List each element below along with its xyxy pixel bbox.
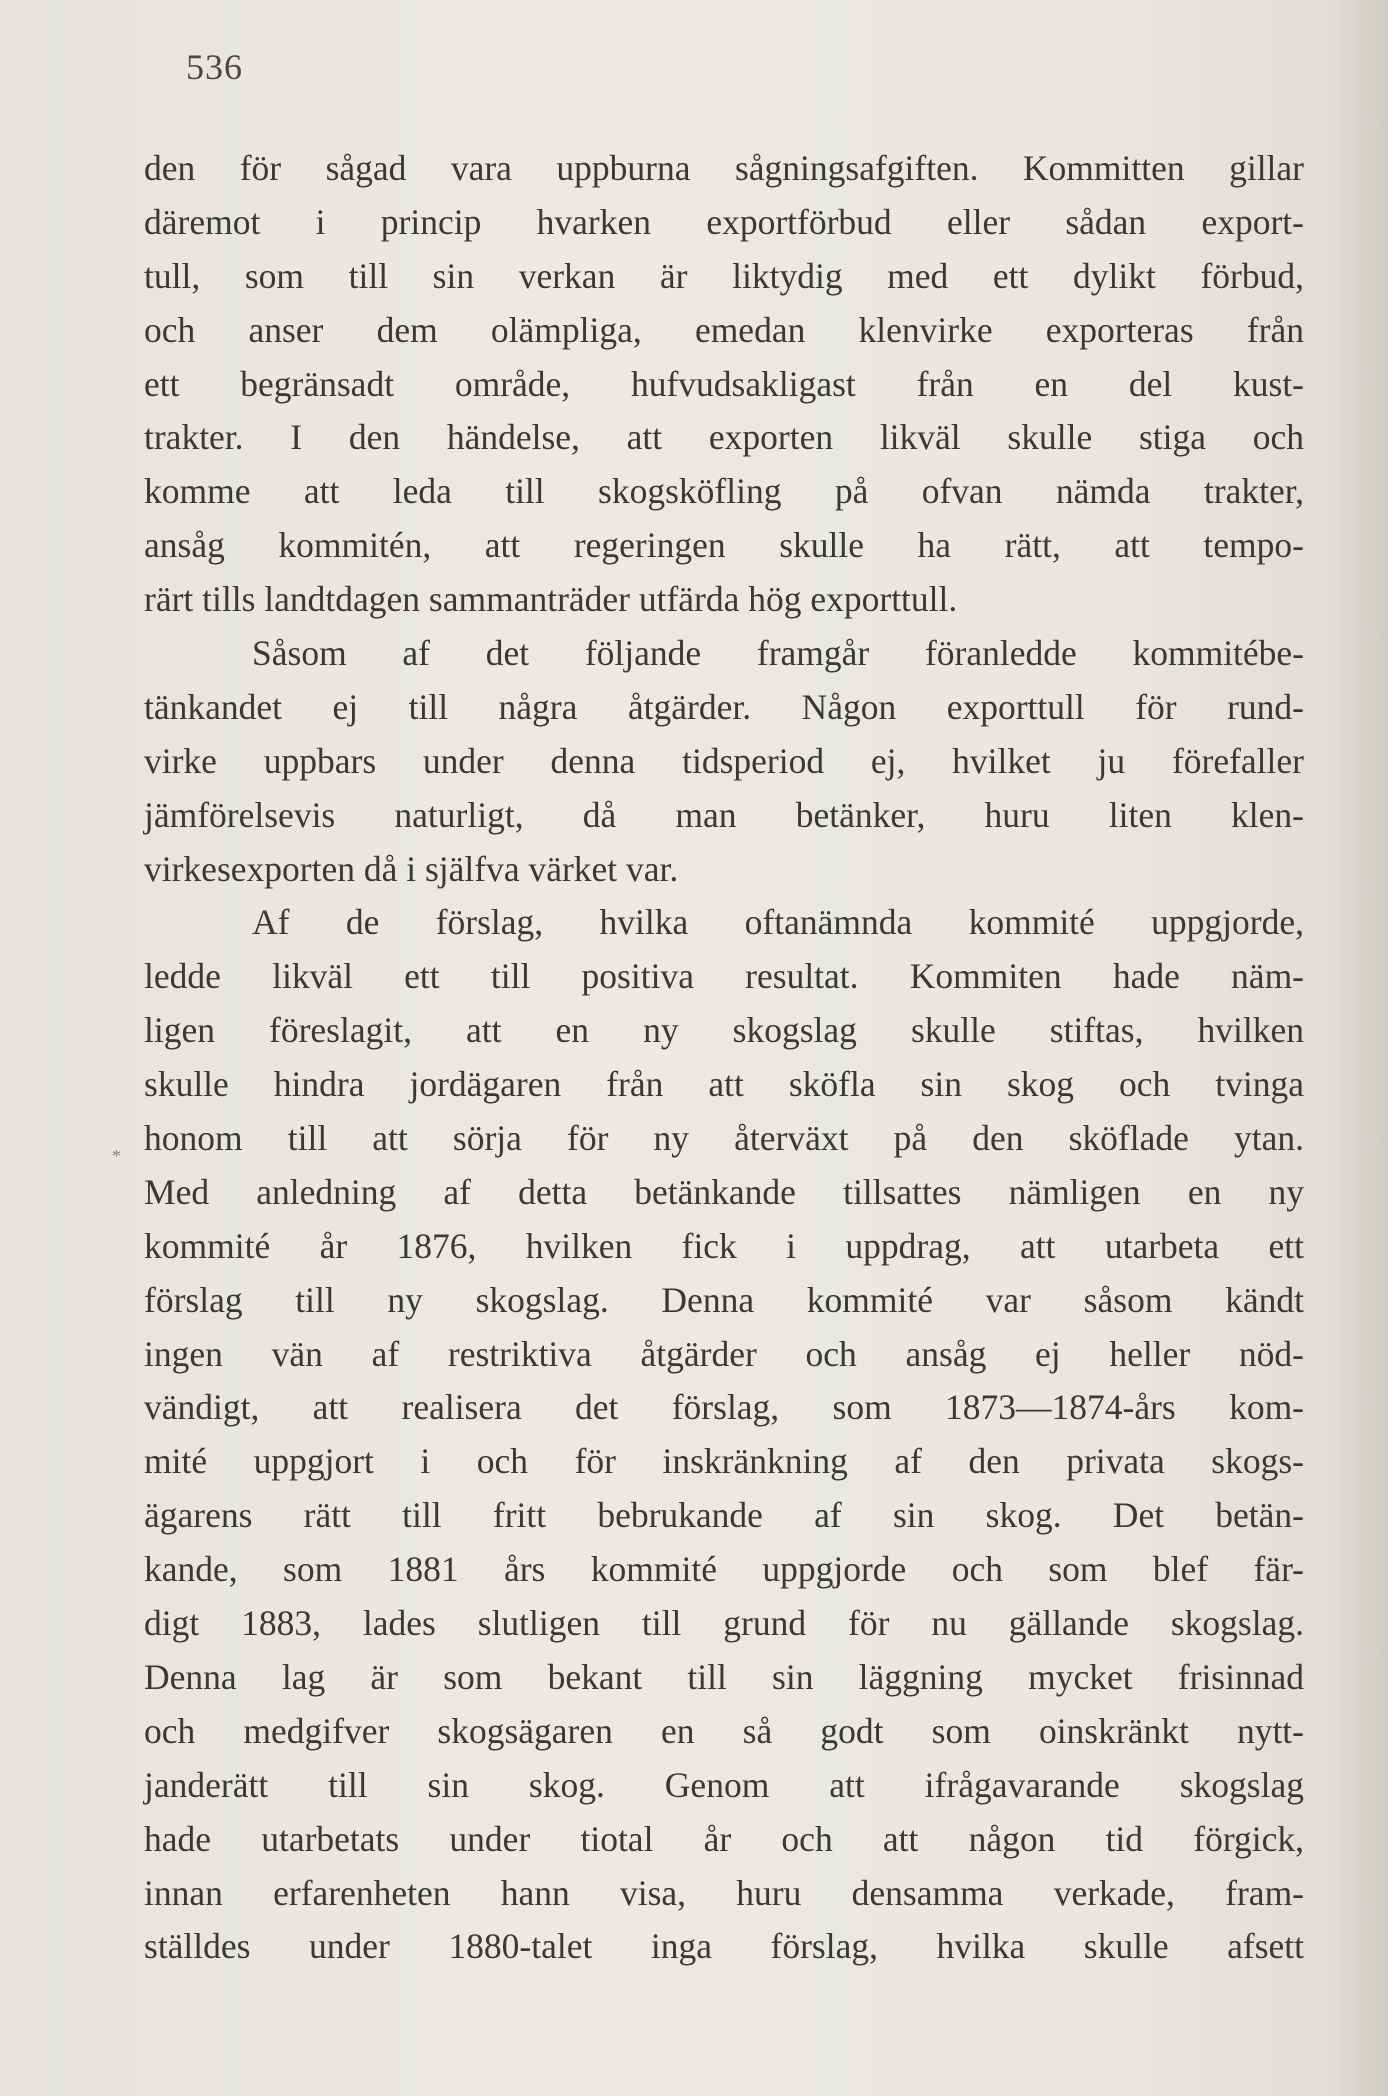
text-line: jämförelsevis naturligt, då man betänker, huru liten klen- bbox=[144, 794, 1304, 835]
text-line: honom till att sörja för ny återväxt på den sköflade ytan. bbox=[144, 1118, 1304, 1159]
text-line: och anser dem olämpliga, emedan klenvirke exporteras från bbox=[144, 309, 1304, 350]
text-line: rärt tills landtdagen sammanträder utfärda hög exporttull. bbox=[144, 579, 958, 620]
text-line: janderätt till sin skog. Genom att ifrågavarande skogslag bbox=[144, 1764, 1304, 1805]
text-line: ställdes under 1880-talet inga förslag, hvilka skulle afsett bbox=[144, 1926, 1304, 1967]
text-line: komme att leda till skogsköfling på ofvan nämda trakter, bbox=[144, 471, 1304, 512]
text-line: innan erfarenheten hann visa, huru densamma verkade, fram- bbox=[144, 1872, 1304, 1913]
text-line: skulle hindra jordägaren från att sköfla sin skog och tvinga bbox=[144, 1064, 1304, 1105]
text-line: virkesexporten då i själfva värket var. bbox=[144, 848, 679, 889]
text-line: den för sågad vara uppburna sågningsafgiften. Kommitten gillar bbox=[144, 148, 1304, 188]
text-line: ansåg kommitén, att regeringen skulle ha rätt, att tempo- bbox=[144, 525, 1304, 566]
text-line: tull, som till sin verkan är liktydig med ett dylikt förbud, bbox=[144, 255, 1304, 296]
text-line: Af de förslag, hvilka oftanämnda kommité uppgjorde, bbox=[252, 902, 1304, 943]
text-line: ett begränsadt område, hufvudsakligast från en del kust- bbox=[144, 363, 1304, 404]
text-line: ingen vän af restriktiva åtgärder och ansåg ej heller nöd- bbox=[144, 1333, 1304, 1374]
text-line: kande, som 1881 års kommité uppgjorde och som blef fär- bbox=[144, 1549, 1304, 1590]
text-line: trakter. I den händelse, att exporten likväl skulle stiga och bbox=[144, 417, 1304, 458]
text-line: hade utarbetats under tiotal år och att någon tid förgick, bbox=[144, 1818, 1304, 1859]
text-line: ledde likväl ett till positiva resultat. Kommiten hade näm- bbox=[144, 956, 1304, 997]
text-line: digt 1883, lades slutligen till grund för nu gällande skogslag. bbox=[144, 1603, 1304, 1644]
page-gutter-shadow bbox=[1328, 0, 1388, 2096]
text-line: Såsom af det följande framgår föranledde kommitébe- bbox=[252, 633, 1304, 674]
text-line: kommité år 1876, hvilken fick i uppdrag, att utarbeta ett bbox=[144, 1225, 1304, 1266]
text-line: tänkandet ej till några åtgärder. Någon exporttull för rund- bbox=[144, 686, 1304, 727]
text-line: vändigt, att realisera det förslag, som 1873—1874-års kom- bbox=[144, 1387, 1304, 1428]
text-line: förslag till ny skogslag. Denna kommité var såsom kändt bbox=[144, 1279, 1304, 1320]
text-line: Denna lag är som bekant till sin läggning mycket frisinnad bbox=[144, 1656, 1304, 1697]
text-line: ligen föreslagit, att en ny skogslag skulle stiftas, hvilken bbox=[144, 1010, 1304, 1051]
text-line: och medgifver skogsägaren en så godt som oinskränkt nytt- bbox=[144, 1710, 1304, 1751]
text-line: mité uppgjort i och för inskränkning af den privata skogs- bbox=[144, 1441, 1304, 1482]
body-text bbox=[144, 142, 1304, 1974]
text-line: däremot i princip hvarken exportförbud eller sådan export- bbox=[144, 201, 1304, 242]
text-line: ägarens rätt till fritt bebrukande af sin skog. Det betän- bbox=[144, 1495, 1304, 1536]
text-line: Med anledning af detta betänkande tillsattes nämligen en ny bbox=[144, 1171, 1304, 1212]
text-line: virke uppbars under denna tidsperiod ej, hvilket ju förefaller bbox=[144, 740, 1304, 781]
margin-mark: * bbox=[112, 1146, 121, 1166]
page-number: 536 bbox=[186, 47, 243, 87]
